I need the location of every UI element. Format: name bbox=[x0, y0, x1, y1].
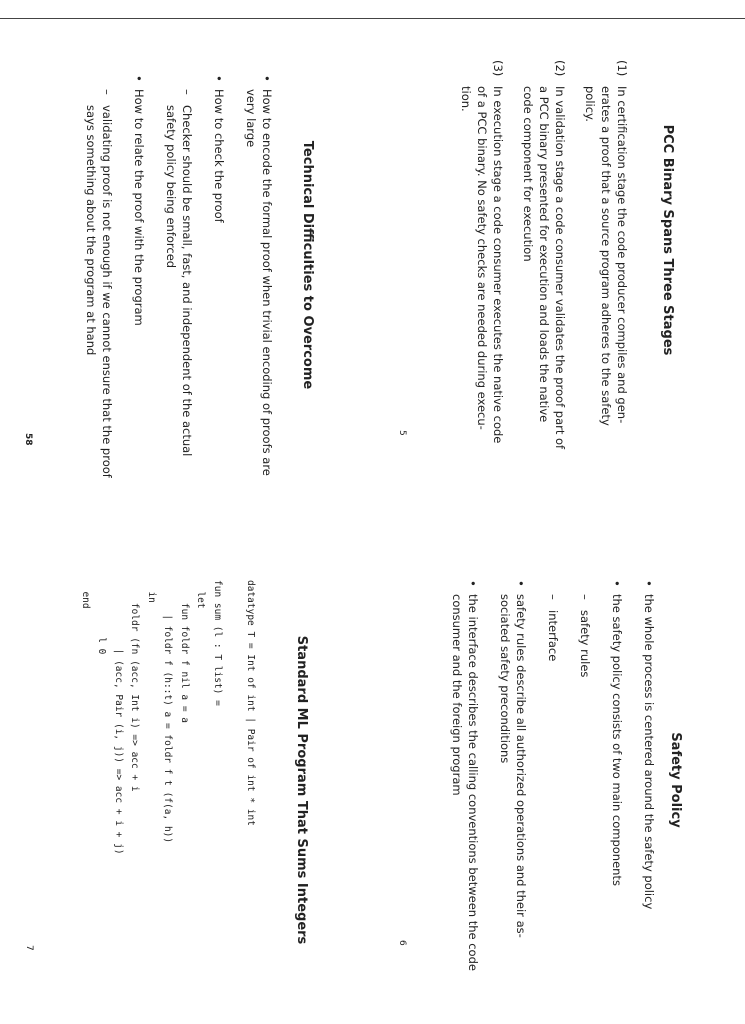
slide5-item-3 bbox=[458, 60, 506, 450]
bullet-dot-icon: • bbox=[260, 75, 274, 82]
slide58-bullet-3-text: How to relate the proof with the program bbox=[132, 89, 146, 326]
slide58-list bbox=[67, 75, 275, 495]
slide58-sub-2 bbox=[83, 75, 115, 495]
slide5-item-3-text: In execution stage a code consumer executes the native code of a PCC binary. No safety checks are needed during execu- tion. bbox=[459, 86, 505, 444]
slide5-page-number: 5 bbox=[397, 430, 407, 436]
slide58-bullet-1 bbox=[243, 75, 275, 495]
bullet-dot-icon: • bbox=[466, 580, 480, 587]
slide6-sub-1-text: safety rules bbox=[578, 610, 592, 678]
slide5-item-1-text: In certification stage the code producer compiles and gen- erates a proof that a source program adheres to the safety policy. bbox=[583, 86, 629, 426]
slide6-list bbox=[433, 580, 657, 980]
slide5-item-1-num: (1) bbox=[615, 60, 629, 77]
slide58-title: Technical Difficulties to Overcome bbox=[300, 140, 315, 390]
slide58-sub-1-text: Checker should be small, fast, and independent of the actual safety policy being enforced bbox=[164, 105, 194, 457]
bullet-dot-icon: • bbox=[642, 580, 656, 587]
slide58-bullet-2 bbox=[211, 75, 227, 495]
slide6-bullet-2-text: the safety policy consists of two main components bbox=[610, 594, 624, 886]
slide6-bullet-4-text: the interface describes the calling conventions between the code consumer and the foreign program bbox=[450, 594, 480, 971]
slide5-item-3-num: (3) bbox=[491, 60, 505, 77]
slide6-sub-2 bbox=[545, 580, 561, 980]
slide7-code-listing: datatype T = Int of int | Pair of int * int fun sum (l : T list) = let fun foldr f nil a = a | foldr f (h::t) a = foldr f t (f(a, h)) in foldr (fn (acc, Int i) => acc + i | (acc, Pair (i, j)) => acc + i + j) l 0 end bbox=[80, 580, 256, 855]
bullet-dot-icon: • bbox=[610, 580, 624, 587]
slide7-title: Standard ML Program That Sums Integers bbox=[294, 635, 309, 945]
slide6-bullet-1-text: the whole process is centered around the safety policy bbox=[642, 594, 656, 910]
slide6-page-number: 6 bbox=[397, 940, 407, 946]
bullet-dot-icon: • bbox=[514, 580, 528, 587]
slide5-item-2 bbox=[520, 60, 568, 450]
slide7-page-number: 7 bbox=[24, 945, 34, 951]
slide6-sub-2-text: interface bbox=[546, 610, 560, 662]
slide5-title: PCC Binary Spans Three Stages bbox=[660, 124, 675, 356]
dash-icon: – bbox=[180, 89, 194, 95]
slide6-bullet-2 bbox=[609, 580, 625, 980]
slide5-list bbox=[444, 60, 630, 450]
slide58-sub-1 bbox=[163, 75, 195, 495]
slide58-bullet-1-text: How to encode the formal proof when trivial encoding of proofs are very large bbox=[244, 89, 274, 476]
dash-icon: – bbox=[578, 594, 592, 600]
slide6-sub-1 bbox=[577, 580, 593, 980]
dash-icon: – bbox=[100, 89, 114, 95]
slide6-bullet-3 bbox=[497, 580, 529, 980]
slide6-title: Safety Policy bbox=[668, 732, 683, 828]
slide6-bullet-3-text: safety rules describe all authorized operations and their as- sociated safety preconditions bbox=[498, 594, 528, 938]
slide5-item-2-text: In validation stage a code consumer validates the proof part of a PCC binary presented for execution and loads the native code component for execution bbox=[521, 86, 567, 450]
slide5-item-1 bbox=[582, 60, 630, 450]
bullet-dot-icon: • bbox=[132, 75, 146, 82]
slide6-bullet-1 bbox=[641, 580, 657, 980]
bullet-dot-icon: • bbox=[212, 75, 226, 82]
slide58-page-number: 58 bbox=[23, 433, 33, 446]
slide5-item-2-num: (2) bbox=[553, 60, 567, 77]
slide58-sub-2-text: validating proof is not enough if we cannot ensure that the proof says something about the program at hand bbox=[84, 105, 114, 478]
slide58-bullet-3 bbox=[131, 75, 147, 495]
dash-icon: – bbox=[546, 594, 560, 600]
slide58-bullet-2-text: How to check the proof bbox=[212, 89, 226, 223]
slide6-bullet-4 bbox=[449, 580, 481, 980]
